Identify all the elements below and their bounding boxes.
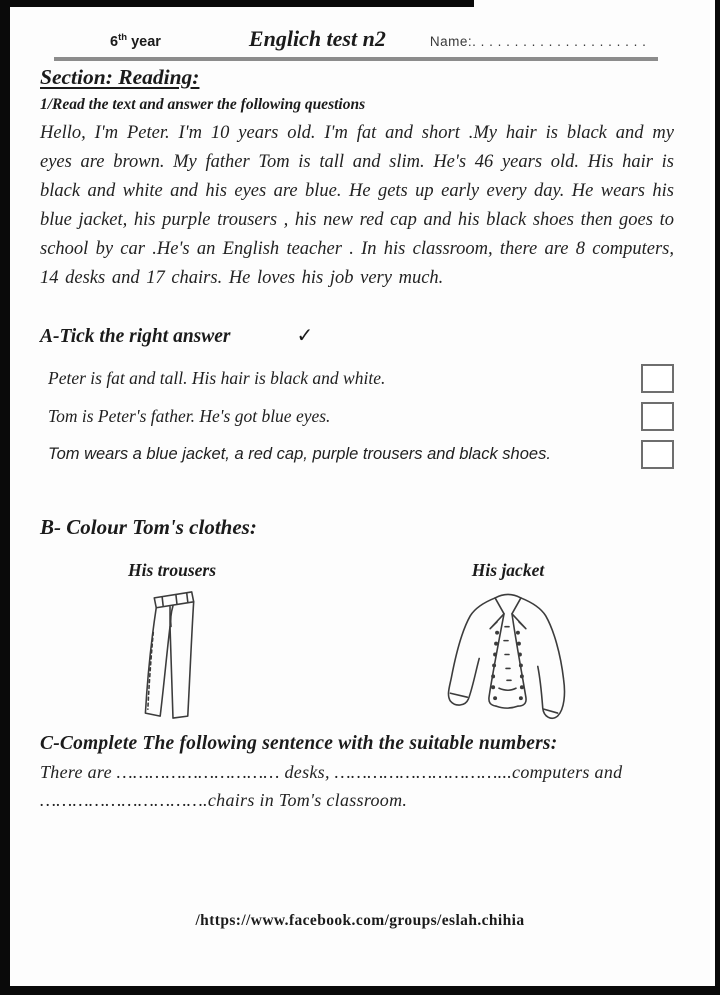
statement-3-text: Tom wears a blue jacket, a red cap, purple trousers and black shoes. xyxy=(48,445,551,463)
header xyxy=(40,26,674,52)
header-divider xyxy=(54,57,658,61)
fill-in-line-2: ………………………….chairs in Tom's classroom. xyxy=(40,790,408,810)
trousers-icon xyxy=(133,589,211,723)
check-mark-icon: ✓ xyxy=(296,325,314,347)
trousers-label: His trousers xyxy=(128,560,217,580)
statement-1-text: Peter is fat and tall. His hair is black and white. xyxy=(48,368,386,388)
statement-row xyxy=(40,364,674,393)
part-c-heading: C-Complete The following sentence with the suitable numbers: xyxy=(40,733,558,754)
name-field: Name:. . . . . . . . . . . . . . . . . . . . . xyxy=(429,34,647,49)
reading-passage: Hello, I'm Peter. I'm 10 years old. I'm fat and short .My hair is black and my eyes are brown. My father Tom is tall and slim. He's 46 years old. His hair is black and white and his eyes are blue. He gets up early every day. He wears his blue jacket, his purple trousers , his new red cap and his black shoes then goes to school by car .He's an English teacher . In his classroom, there are 8 computers, 14 desks and 17 chairs. He loves his job very much. xyxy=(40,123,674,288)
jacket-label: His jacket xyxy=(471,560,545,580)
statement-row xyxy=(40,402,674,431)
answer-checkbox-3[interactable] xyxy=(641,440,674,469)
fill-in-line-1: There are ………………………… desks, …………………………...computers and xyxy=(40,762,623,782)
answer-checkbox-2[interactable] xyxy=(641,402,674,431)
scan-border-top xyxy=(0,0,474,7)
tick-statements xyxy=(40,364,674,469)
answer-checkbox-1[interactable] xyxy=(641,364,674,393)
statement-row xyxy=(40,440,674,469)
page-title: Englich test n2 xyxy=(248,26,386,51)
grade-label: 6th year xyxy=(110,32,161,50)
name-dotted-blank: . . . . . . . . . . . . . . . . . . . . . xyxy=(472,34,647,49)
footer-url: /https://www.facebook.com/groups/eslah.chihia xyxy=(195,912,525,929)
part-b-heading: B- Colour Tom's clothes: xyxy=(40,515,257,539)
section-title: Section: Reading: xyxy=(40,65,200,89)
scan-border-left xyxy=(0,0,10,995)
part-a-heading: A-Tick the right answer ✓ xyxy=(40,325,314,347)
reading-instruction: 1/Read the text and answer the following questions xyxy=(40,96,366,113)
clothes-figures xyxy=(40,560,674,723)
scan-border-right xyxy=(715,0,720,995)
jacket-icon xyxy=(440,589,576,723)
trousers-figure xyxy=(128,560,216,723)
statement-2-text: Tom is Peter's father. He's got blue eyes. xyxy=(48,406,331,426)
jacket-figure xyxy=(440,560,576,723)
scan-border-bottom xyxy=(0,986,720,995)
